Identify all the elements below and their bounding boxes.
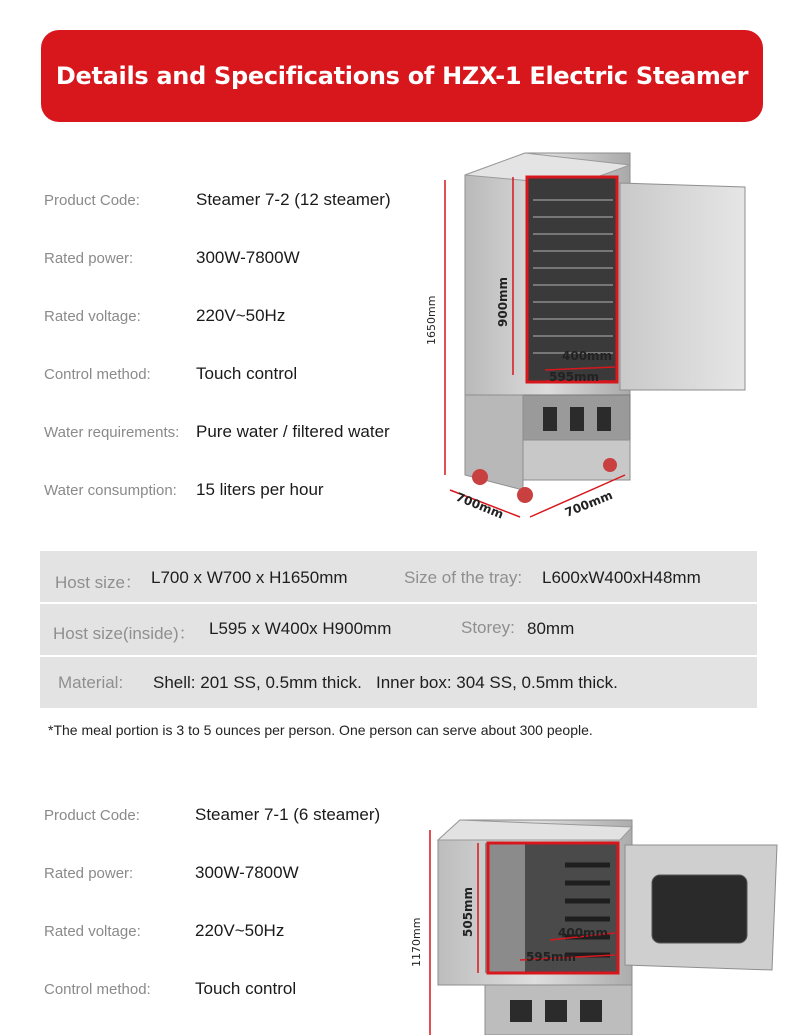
spec-value: Steamer 7-2 (12 steamer) bbox=[196, 190, 391, 209]
footnote: *The meal portion is 3 to 5 ounces per person. One person can serve about 300 people. bbox=[48, 722, 593, 738]
spec-value: 300W-7800W bbox=[196, 248, 300, 267]
dim-inner-width: 595mm bbox=[549, 370, 600, 384]
tray-size-label: Size of the tray: bbox=[404, 568, 523, 587]
inside-size-label: Host size(inside)： bbox=[53, 624, 196, 643]
spec-label: Control method: bbox=[44, 366, 151, 383]
dim-height: 1650mm bbox=[425, 295, 438, 345]
spec-value: 220V~50Hz bbox=[195, 921, 285, 940]
host-size-value: L700 x W700 x H1650mm bbox=[151, 568, 348, 587]
dim-inner-height: 505mm bbox=[461, 886, 475, 937]
spec-band-inside bbox=[40, 604, 757, 655]
inside-size-value: L595 x W400x H900mm bbox=[209, 619, 392, 638]
dim-depth: 700mm bbox=[453, 489, 506, 522]
spec-value: 220V~50Hz bbox=[196, 306, 286, 325]
spec-label: Water consumption: bbox=[44, 482, 177, 499]
spec-value: Touch control bbox=[195, 979, 297, 998]
storey-value: 80mm bbox=[527, 619, 575, 638]
spec-value: 15 liters per hour bbox=[196, 480, 324, 499]
spec-value: Touch control bbox=[196, 364, 298, 383]
spec-value: Pure water / filtered water bbox=[196, 422, 390, 441]
tray-size-value: L600xW400xH48mm bbox=[542, 568, 701, 587]
spec-band-material bbox=[40, 657, 757, 708]
dim-inner-depth: 400mm bbox=[558, 926, 609, 940]
spec-label: Product Code: bbox=[44, 192, 140, 209]
host-size-label: Host size： bbox=[55, 573, 142, 592]
storey-label: Storey: bbox=[461, 618, 515, 637]
dim-inner-width: 595mm bbox=[526, 950, 577, 964]
spec-value: Steamer 7-1 (6 steamer) bbox=[195, 805, 381, 824]
page-title: Details and Specifications of HZX-1 Electric Steamer bbox=[55, 62, 749, 90]
spec-value: 300W-7800W bbox=[195, 863, 299, 882]
spec-label: Rated voltage: bbox=[44, 923, 141, 940]
spec-label: Rated power: bbox=[44, 865, 134, 882]
material-value: Shell: 201 SS, 0.5mm thick. Inner box: 304 SS, 0.5mm thick. bbox=[153, 673, 618, 692]
dim-inner-height: 900mm bbox=[496, 276, 510, 327]
spec-label: Control method: bbox=[44, 981, 151, 998]
spec-label: Rated power: bbox=[44, 250, 134, 267]
spec-band-size bbox=[40, 551, 757, 602]
title-banner bbox=[41, 30, 763, 122]
dim-height: 1170mm bbox=[410, 917, 423, 967]
material-label: Material: bbox=[58, 673, 124, 692]
spec-label: Rated voltage: bbox=[44, 308, 141, 325]
spec-label: Water requirements: bbox=[44, 424, 180, 441]
spec-label: Product Code: bbox=[44, 807, 140, 824]
steamer-12-illustration bbox=[415, 145, 760, 530]
dim-inner-depth: 400mm bbox=[562, 349, 613, 363]
dim-width: 700mm bbox=[562, 488, 615, 520]
steamer-6-illustration bbox=[400, 815, 785, 1035]
